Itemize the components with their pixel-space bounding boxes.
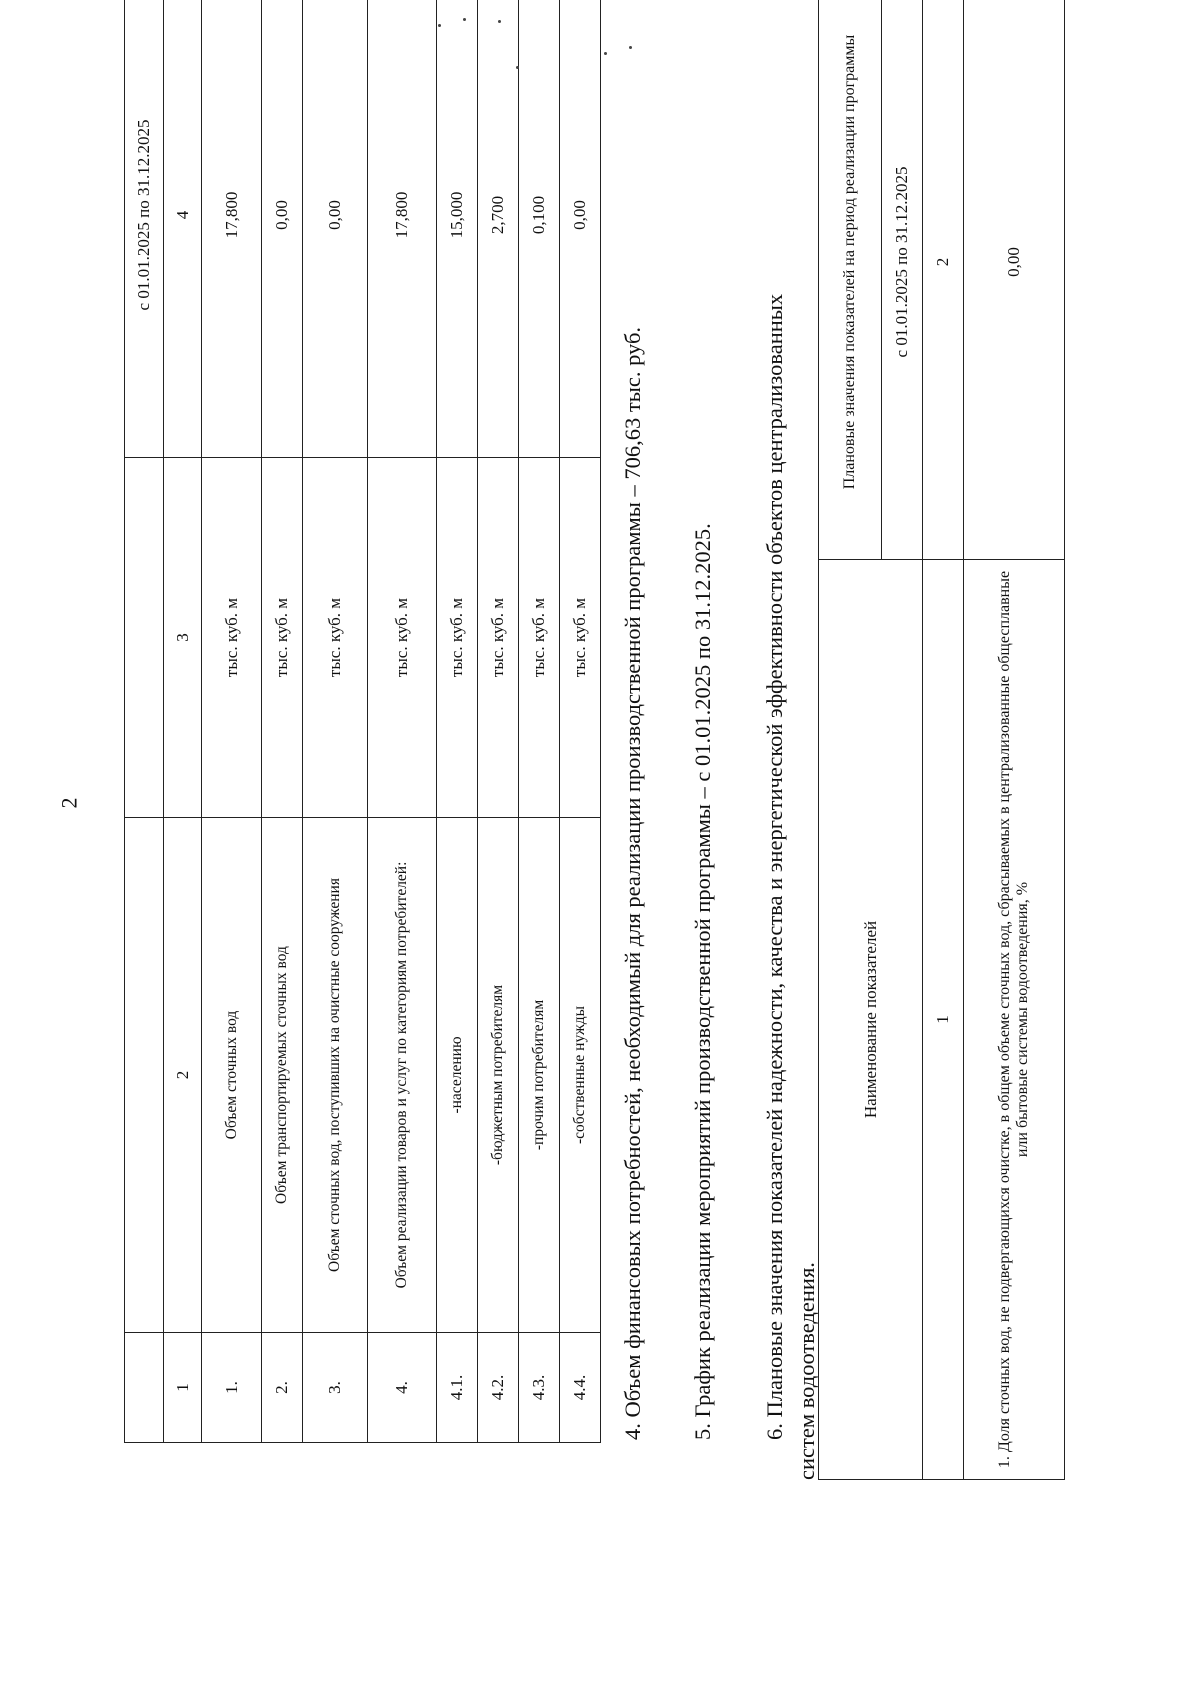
- row-name: Объем сточных вод: [202, 818, 262, 1333]
- row-number: 4.2.: [478, 1333, 519, 1443]
- row-name: 1. Доля сточных вод, не подвергающихся очистке, в общем объеме сточных вод, сбрасываемых в централизованные общесплавные или бытовые системы водоотведения, %: [964, 560, 1065, 1480]
- row-value: 2,700: [478, 0, 519, 458]
- table-row: [560, 0, 601, 1443]
- row-name: -собственные нужды: [560, 818, 601, 1333]
- column-number-row: [923, 0, 964, 1480]
- table-row: [478, 0, 519, 1443]
- scan-speck: [604, 52, 607, 55]
- column-number: 1: [164, 1333, 202, 1443]
- row-name: -населению: [437, 818, 478, 1333]
- scan-speck: [438, 24, 441, 27]
- table-row: [303, 0, 368, 1443]
- indicators-table: [818, 0, 1065, 1480]
- column-number: 2: [164, 818, 202, 1333]
- row-value: 0,00: [964, 0, 1065, 560]
- table-row: [964, 0, 1065, 1480]
- row-value: 0,00: [560, 0, 601, 458]
- row-number: 4.: [368, 1333, 437, 1443]
- row-number: 4.4.: [560, 1333, 601, 1443]
- table-row: [262, 0, 303, 1443]
- column-number: 3: [164, 458, 202, 818]
- paragraph-indicators: 6. Плановые значения показателей надежности, качества и энергетической эффективности объектов централизованных: [762, 293, 787, 1440]
- page-number: 2: [56, 797, 82, 809]
- row-unit: тыс. куб. м: [478, 458, 519, 818]
- row-number: 3.: [303, 1333, 368, 1443]
- table-row: [519, 0, 560, 1443]
- row-unit: тыс. куб. м: [519, 458, 560, 818]
- row-number: 4.1.: [437, 1333, 478, 1443]
- paragraph-schedule: 5. График реализации мероприятий производственной программы – с 01.01.2025 по 31.12.2025.: [690, 523, 715, 1440]
- row-value: 17,800: [202, 0, 262, 458]
- header-planned-values: Плановые значения показателей на период реализации программы: [819, 0, 882, 560]
- row-unit: тыс. куб. м: [368, 458, 437, 818]
- header-indicator-name: Наименование показателей: [819, 560, 923, 1480]
- row-unit: тыс. куб. м: [303, 458, 368, 818]
- row-unit: тыс. куб. м: [560, 458, 601, 818]
- column-number: 1: [923, 560, 964, 1480]
- row-value: 15,000: [437, 0, 478, 458]
- period-header: с 01.01.2025 по 31.12.2025: [125, 0, 164, 458]
- paragraph-financial-needs: 4. Объем финансовых потребностей, необходимый для реализации производственной программы – 706,63 тыс. руб.: [620, 326, 645, 1440]
- row-unit: тыс. куб. м: [202, 458, 262, 818]
- header-period: с 01.01.2025 по 31.12.2025: [882, 0, 923, 560]
- production-volume-table: [124, 0, 601, 1443]
- table-row: [437, 0, 478, 1443]
- row-number: 2.: [262, 1333, 303, 1443]
- row-name: Объем транспортируемых сточных вод: [262, 818, 303, 1333]
- row-number: 1.: [202, 1333, 262, 1443]
- row-value: 0,00: [262, 0, 303, 458]
- row-value: 17,800: [368, 0, 437, 458]
- row-unit: тыс. куб. м: [262, 458, 303, 818]
- row-name: Объем реализации товаров и услуг по категориям потребителей:: [368, 818, 437, 1333]
- table-header-row: [819, 0, 882, 1480]
- table-row: [368, 0, 437, 1443]
- row-number: 4.3.: [519, 1333, 560, 1443]
- table-row: [202, 0, 262, 1443]
- row-value: 0,100: [519, 0, 560, 458]
- scan-speck: [629, 46, 632, 49]
- row-value: 0,00: [303, 0, 368, 458]
- row-name: -бюджетным потребителям: [478, 818, 519, 1333]
- scan-speck: [498, 20, 501, 23]
- row-name: Объем сточных вод, поступивших на очистные сооружения: [303, 818, 368, 1333]
- row-name: -прочим потребителям: [519, 818, 560, 1333]
- column-number: 2: [923, 0, 964, 560]
- table-row: [125, 0, 164, 1443]
- scan-speck: [463, 18, 466, 21]
- column-number: 4: [164, 0, 202, 458]
- column-number-row: [164, 0, 202, 1443]
- scan-speck: [516, 66, 519, 69]
- paragraph-indicators-continuation: систем водоотведения.: [794, 1262, 819, 1480]
- row-unit: тыс. куб. м: [437, 458, 478, 818]
